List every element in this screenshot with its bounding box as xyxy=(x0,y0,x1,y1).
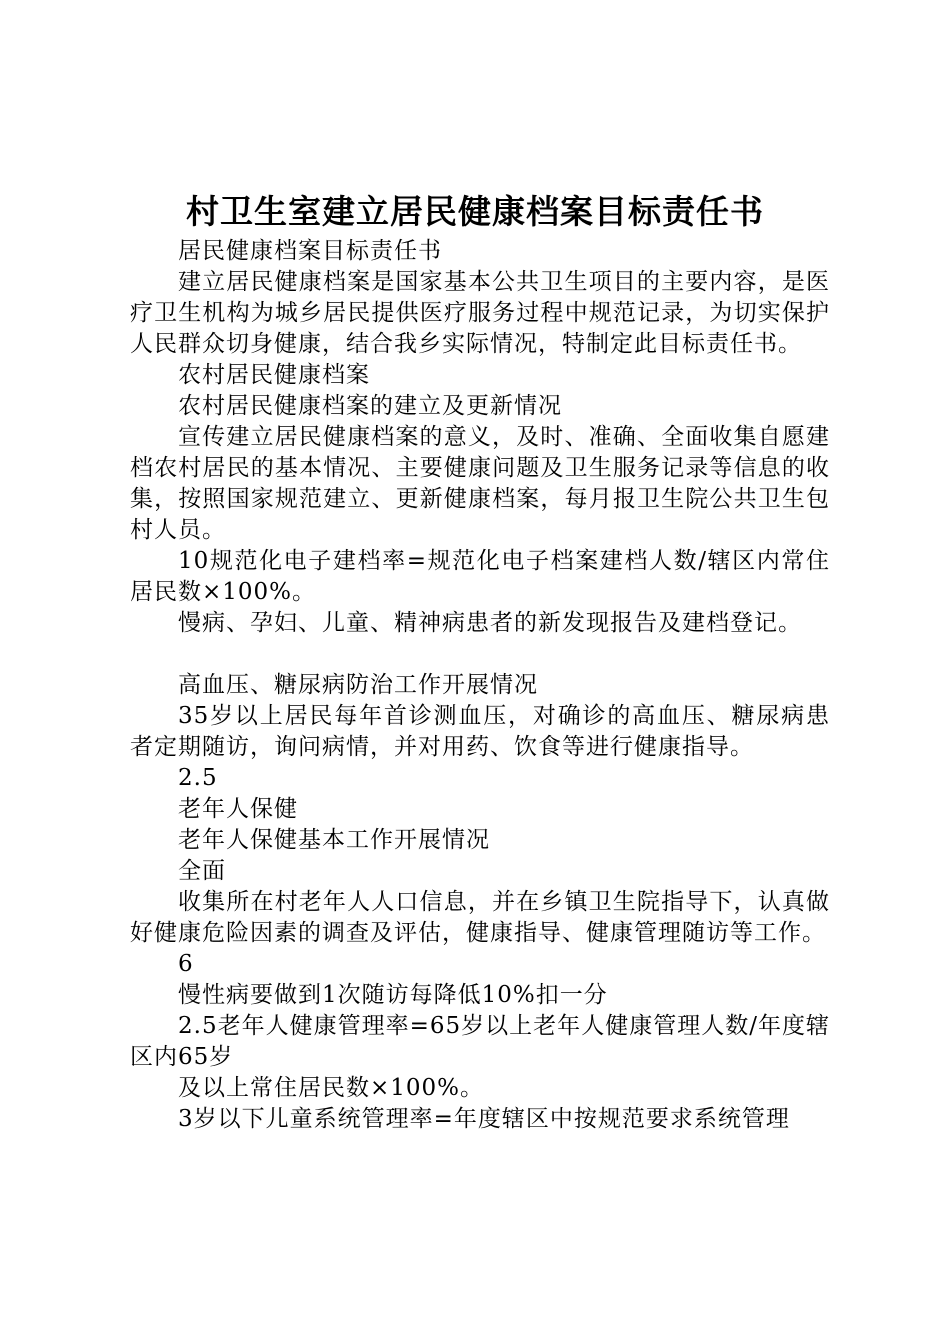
paragraph: 居民健康档案目标责任书 xyxy=(178,238,442,264)
paragraph: 农村居民健康档案的建立及更新情况 xyxy=(178,393,562,419)
paragraph: 慢病、孕妇、儿童、精神病患者的新发现报告及建档登记。 xyxy=(178,610,802,636)
paragraph: 慢性病要做到1次随访每降低10%扣一分 xyxy=(178,982,608,1008)
paragraph: 农村居民健康档案 xyxy=(178,362,370,388)
paragraph: 收集所在村老年人人口信息，并在乡镇卫生院指导下，认真做好健康危险因素的调查及评估，健康指导、健康管理随访等工作。 xyxy=(130,889,830,946)
paragraph: 6 xyxy=(178,951,194,977)
paragraph: 高血压、糖尿病防治工作开展情况 xyxy=(178,672,538,698)
document-title: 村卫生室建立居民健康档案目标责任书 xyxy=(186,192,764,231)
paragraph: 2.5 xyxy=(178,765,218,791)
paragraph: 老年人保健 xyxy=(178,796,298,822)
paragraph: 建立居民健康档案是国家基本公共卫生项目的主要内容，是医疗卫生机构为城乡居民提供医疗服务过程中规范记录，为切实保护人民群众切身健康，结合我乡实际情况，特制定此目标责任书。 xyxy=(130,269,830,357)
document-body xyxy=(130,236,830,1135)
paragraph: 2.5老年人健康管理率=65岁以上老年人健康管理人数/年度辖区内65岁 xyxy=(130,1013,830,1070)
paragraph: 及以上常住居民数×100%。 xyxy=(178,1075,485,1101)
paragraph: 10规范化电子建档率=规范化电子档案建档人数/辖区内常住居民数×100%。 xyxy=(130,548,830,605)
paragraph: 35岁以上居民每年首诊测血压，对确诊的高血压、糖尿病患者定期随访，询问病情，并对用药、饮食等进行健康指导。 xyxy=(130,703,830,760)
blank-line xyxy=(130,639,830,670)
paragraph: 3岁以下儿童系统管理率=年度辖区中按规范要求系统管理 xyxy=(178,1106,790,1132)
paragraph: 宣传建立居民健康档案的意义，及时、准确、全面收集自愿建档农村居民的基本情况、主要健康问题及卫生服务记录等信息的收集，按照国家规范建立、更新健康档案，每月报卫生院公共卫生包村人员。 xyxy=(130,424,830,543)
paragraph: 全面 xyxy=(178,858,226,884)
paragraph: 老年人保健基本工作开展情况 xyxy=(178,827,490,853)
